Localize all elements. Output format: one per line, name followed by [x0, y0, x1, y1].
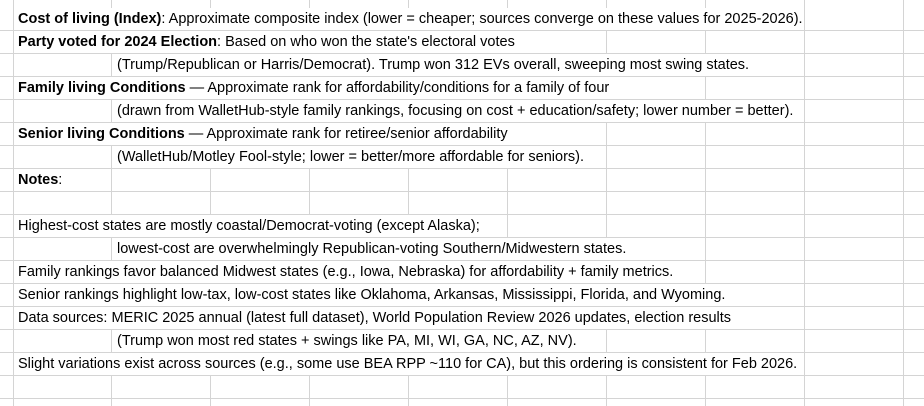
sheet-row-empty[interactable]: [0, 399, 924, 406]
cell-party-voted-definition[interactable]: [18, 31, 516, 53]
sheet-row[interactable]: [0, 100, 924, 123]
cell-bold-label: Senior living Conditions: [18, 126, 185, 142]
cell-note-lowest-cost[interactable]: [117, 238, 627, 260]
cell-note-highest-cost[interactable]: [18, 215, 481, 237]
sheet-row[interactable]: [0, 261, 924, 284]
cell-text: Highest-cost states are mostly coastal/Democrat-voting (except Alaska);: [18, 218, 480, 234]
sheet-row-empty[interactable]: [0, 192, 924, 215]
sheet-row[interactable]: [0, 307, 924, 330]
sheet-row[interactable]: [0, 284, 924, 307]
cell-senior-living-definition[interactable]: [18, 123, 509, 145]
cell-text: : Approximate composite index (lower = cheaper; sources converge on these values for 2025-2026).: [161, 11, 803, 27]
cell-text: Slight variations exist across sources (e.g., some use BEA RPP ~110 for CA), but this ordering is consistent for Feb 2026.: [18, 356, 798, 372]
sheet-row[interactable]: [0, 8, 924, 31]
cell-note-variations[interactable]: [18, 353, 798, 375]
cell-text: Family rankings favor balanced Midwest states (e.g., Iowa, Nebraska) for affordability + family metrics.: [18, 264, 674, 280]
sheet-row[interactable]: [0, 353, 924, 376]
cell-text: (drawn from WalletHub-style family rankings, focusing on cost + education/safety; lower number = better).: [117, 103, 794, 119]
cell-bold-label: Family living Conditions: [18, 80, 186, 96]
sheet-row[interactable]: [0, 54, 924, 77]
cell-text: — Approximate rank for retiree/senior affordability: [184, 126, 508, 142]
cell-bold-label: Notes: [18, 172, 59, 188]
cell-note-senior-rankings[interactable]: [18, 284, 726, 306]
cell-text: (Trump/Republican or Harris/Democrat). Trump won 312 EVs overall, sweeping most swing states.: [117, 57, 750, 73]
cell-text: — Approximate rank for affordability/conditions for a family of four: [185, 80, 610, 96]
sheet-row[interactable]: [0, 31, 924, 54]
cell-senior-living-continued[interactable]: [117, 146, 585, 168]
sheet-row[interactable]: [0, 238, 924, 261]
sheet-row-empty[interactable]: [0, 376, 924, 399]
sheet-row[interactable]: [0, 215, 924, 238]
cell-notes-heading[interactable]: [18, 169, 63, 191]
cell-party-voted-continued[interactable]: [117, 54, 750, 76]
sheet-row[interactable]: [0, 123, 924, 146]
cell-family-living-continued[interactable]: [117, 100, 794, 122]
cell-text: lowest-cost are overwhelmingly Republican-voting Southern/Midwestern states.: [117, 241, 627, 257]
cell-family-living-definition[interactable]: [18, 77, 610, 99]
cell-text: Senior rankings highlight low-tax, low-cost states like Oklahoma, Arkansas, Mississippi, Florida, and Wyoming.: [18, 287, 726, 303]
sheet-row[interactable]: [0, 169, 924, 192]
cell-text: (Trump won most red states + swings like PA, MI, WI, GA, NC, AZ, NV).: [117, 333, 577, 349]
cell-bold-label: Party voted for 2024 Election: [18, 34, 218, 50]
cell-text: : Based on who won the state's electoral votes: [217, 34, 515, 50]
cell-cost-of-living-definition[interactable]: [18, 8, 804, 30]
cell-text: Data sources: MERIC 2025 annual (latest full dataset), World Population Review 2026 updates, election results: [18, 310, 732, 326]
cell-note-family-rankings[interactable]: [18, 261, 674, 283]
sheet-row[interactable]: [0, 77, 924, 100]
sheet-row[interactable]: [0, 146, 924, 169]
cell-text: (WalletHub/Motley Fool-style; lower = better/more affordable for seniors).: [117, 149, 585, 165]
cell-text: :: [58, 172, 63, 188]
cell-note-data-sources[interactable]: [18, 307, 732, 329]
sheet-row[interactable]: [0, 330, 924, 353]
cell-note-data-sources-continued[interactable]: [117, 330, 578, 352]
cell-bold-label: Cost of living (Index): [18, 11, 162, 27]
